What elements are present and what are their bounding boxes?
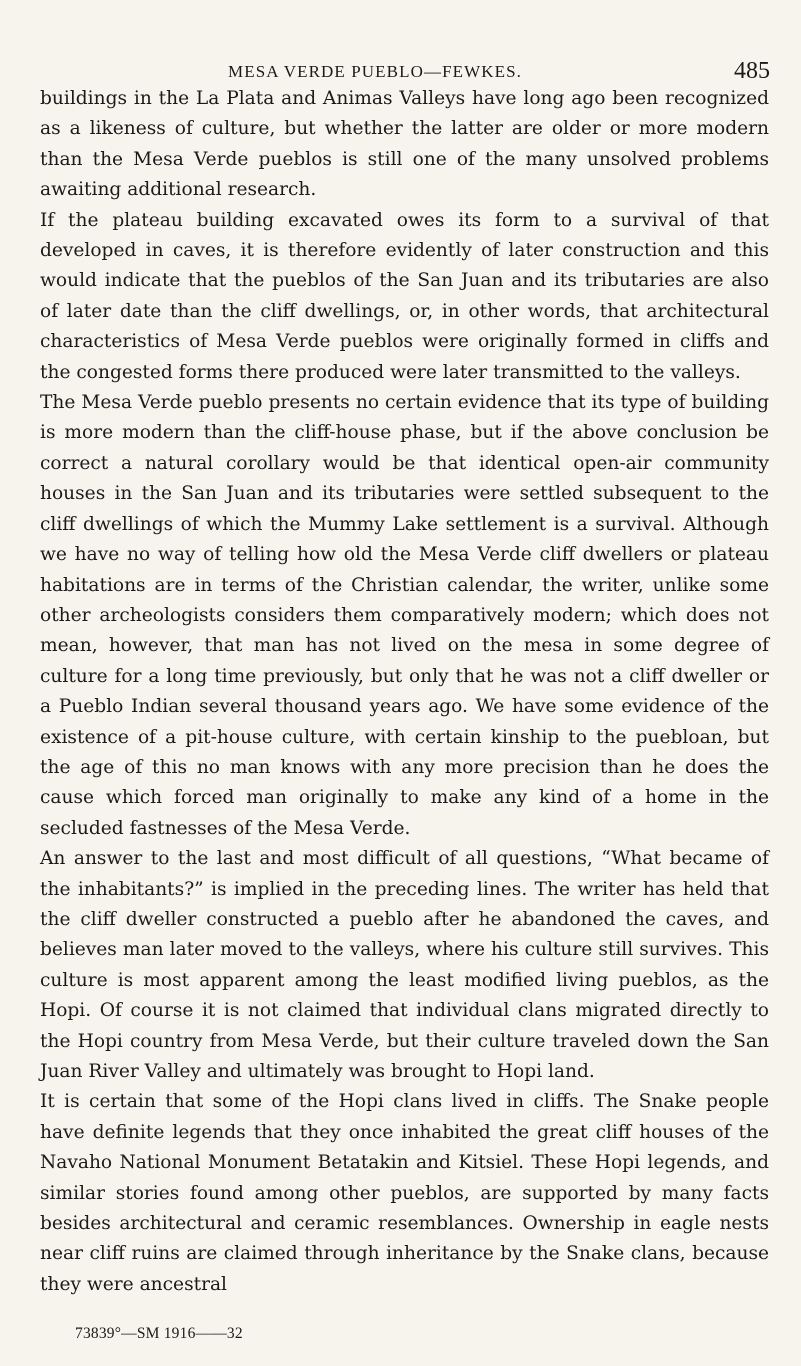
running-title: MESA VERDE PUEBLO—FEWKES. xyxy=(228,62,523,81)
paragraph: If the plateau building excavated owes its form to a survival of that developed in caves, it is therefore evidently of later construction and this would indicate that the pueblos of the San Juan and its tributaries are also of later date than the cliff dwellings, or, in other words, that architectural characteristics of Mesa Verde pueblos were originally formed in cliffs and the congested forms there produced were later transmitted to the valleys. xyxy=(40,209,769,383)
paragraph: The Mesa Verde pueblo presents no certain evidence that its type of building is more modern than the cliff-house phase, but if the above conclusion be correct a natural corollary would be that identical open-air community houses in the San Juan and its tributaries were settled subsequent to the cliff dwellings of which the Mummy Lake settlement is a survival. Although we have no way of telling how old the Mesa Verde cliff dwellers or plateau habitations are in terms of the Christian calendar, the writer, unlike some other archeologists considers them comparatively modern; which does not mean, however, that man has not lived on the mesa in some degree of culture for a long time previously, but only that he was not a cliff dweller or a Pueblo Indian several thousand years ago. We have some evidence of the existence of a pit-house culture, with certain kinship to the puebloan, but the age of this no man knows with any more precision than he does the cause which forced man originally to make any kind of a home in the secluded fastnesses of the Mesa Verde. xyxy=(40,392,769,839)
paragraph: buildings in the La Plata and Animas Valleys have long ago been recognized as a likeness of culture, but whether the latter are older or more modern than the Mesa Verde pueblos is still one of the many unsolved problems awaiting additional research. xyxy=(40,88,769,201)
paragraph: An answer to the last and most difficult of all questions, “What became of the inhabitants?” is implied in the preceding lines. The writer has held that the cliff dweller constructed a pueblo after he abandoned the caves, and believes man later moved to the valleys, where his culture still survives. This culture is most apparent among the least modified living pueblos, as the Hopi. Of course it is not claimed that individual clans migrated directly to the Hopi country from Mesa Verde, but their culture traveled down the San Juan River Valley and ultimately was brought to Hopi land. xyxy=(40,848,769,1082)
paragraph: It is certain that some of the Hopi clans lived in cliffs. The Snake people have definite legends that they once inhabited the great cliff houses of the Navaho National Monument Betatakin and Kitsiel. These Hopi legends, and similar stories found among other pueblos, are supported by many facts besides architectural and ceramic resemblances. Ownership in eagle nests near cliff ruins are claimed through inheritance by the Snake clans, because they were ancestral xyxy=(40,1091,769,1295)
page-number: 485 xyxy=(734,58,770,84)
body-text xyxy=(40,84,769,1300)
printer-signature: 73839°—SM 1916——32 xyxy=(75,1325,243,1342)
